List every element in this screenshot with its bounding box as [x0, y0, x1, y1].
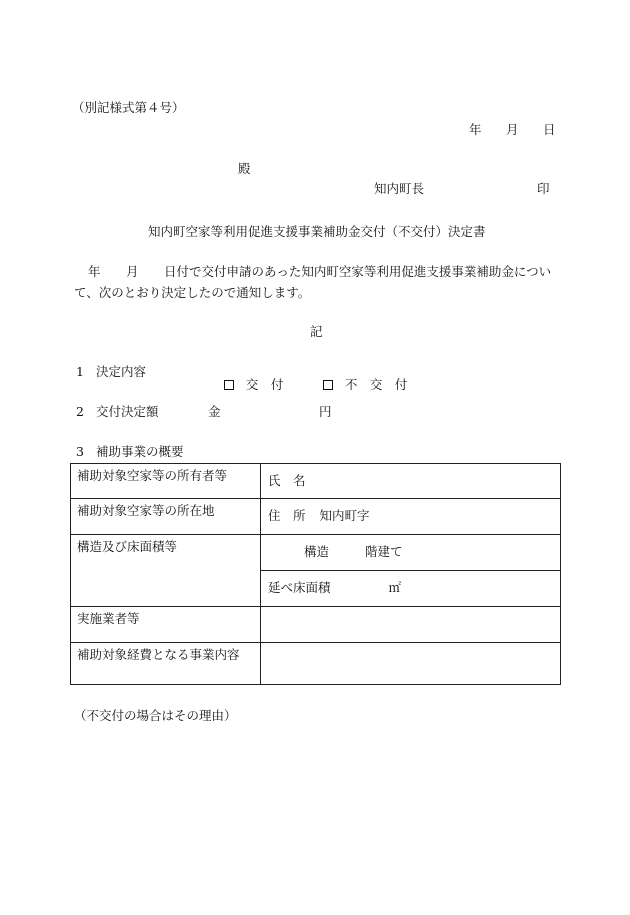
date-day: 日: [543, 122, 556, 137]
date-year: 年: [469, 122, 482, 137]
option-no-grant[interactable]: [307, 366, 407, 404]
table-row: [71, 464, 561, 499]
body-year: 年: [88, 264, 101, 279]
option-grant[interactable]: [208, 366, 283, 404]
body-line1: 日付で交付申請のあった知内町空家等利用促進支援事業補助金につい: [164, 264, 552, 279]
row-structure-label: 構造及び床面積等: [71, 535, 261, 607]
amount-number: 2: [76, 404, 84, 419]
row-content-label: 補助対象経費となる事業内容: [71, 643, 261, 685]
date-month: 月: [506, 122, 519, 137]
decision-label: 決定内容: [96, 364, 147, 379]
document-title: 知内町空家等利用促進支援事業補助金交付（不交付）決定書: [148, 224, 486, 239]
row-location-label: 補助対象空家等の所在地: [71, 499, 261, 535]
location-town-text: 知内町字: [319, 508, 370, 524]
option-no-grant-label: 不 交 付: [344, 376, 408, 392]
checkbox-grant-icon[interactable]: [224, 380, 234, 390]
overview-table: [70, 463, 561, 685]
body-month: 月: [126, 264, 139, 279]
overview-label: 補助事業の概要: [96, 444, 184, 459]
row-owner-label: 補助対象空家等の所有者等: [71, 464, 261, 499]
row-owner-value[interactable]: 氏 名: [261, 464, 561, 499]
table-row: [71, 607, 561, 643]
floors-text: 階建て: [365, 544, 403, 560]
ki-heading: 記: [310, 324, 323, 339]
row-contractor-label: 実施業者等: [71, 607, 261, 643]
table-row: [71, 499, 561, 535]
issuer-title: 知内町長: [374, 181, 425, 196]
form-id: （別記様式第４号）: [72, 100, 185, 115]
amount-unit: 円: [319, 404, 332, 419]
area-unit: ㎡: [388, 580, 402, 596]
row-content-value[interactable]: [261, 643, 561, 685]
recipient-suffix: 殿: [238, 161, 251, 176]
checkbox-no-grant-icon[interactable]: [323, 380, 333, 390]
overview-number: 3: [76, 444, 84, 459]
location-address-label: 住 所: [268, 508, 306, 524]
row-contractor-value[interactable]: [261, 607, 561, 643]
row-location-value[interactable]: [261, 499, 561, 535]
area-label: 延べ床面積: [268, 580, 331, 596]
table-row: [71, 535, 561, 571]
issuer-seal: 印: [537, 181, 550, 196]
reason-note: （不交付の場合はその理由）: [74, 708, 237, 723]
amount-label: 交付決定額: [96, 404, 159, 419]
body-line2: て、次のとおり決定したので通知します。: [74, 285, 311, 300]
amount-prefix: 金: [208, 404, 221, 419]
decision-number: 1: [76, 364, 84, 379]
row-area-value[interactable]: [261, 571, 561, 607]
structure-text: 構造: [304, 544, 330, 560]
option-grant-label: 交 付: [245, 376, 284, 392]
row-structure-value[interactable]: [261, 535, 561, 571]
table-row: [71, 643, 561, 685]
